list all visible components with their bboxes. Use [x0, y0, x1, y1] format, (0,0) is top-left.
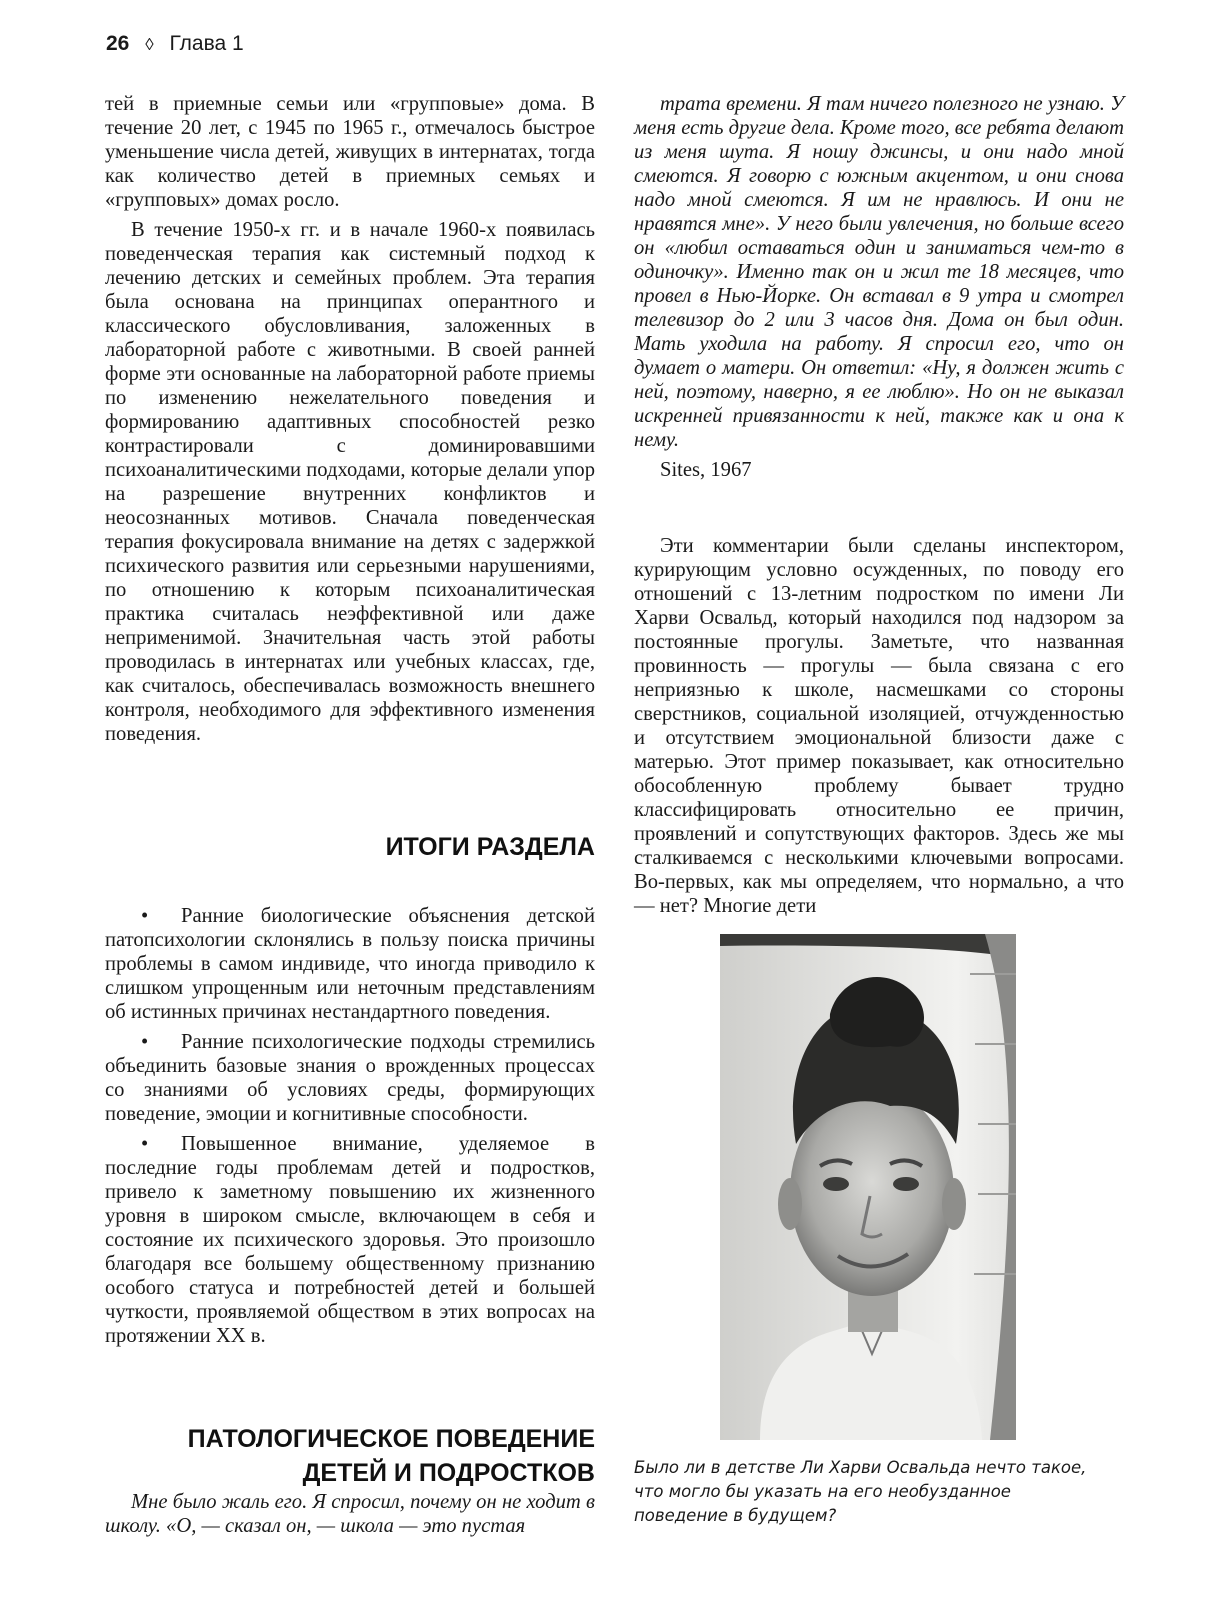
case-quote-start: Мне было жаль его. Я спросил, почему он не ходит в школу. «О, — сказал он, — школа — это пустая [105, 1491, 595, 1537]
body-paragraph: Эти комментарии были сделаны инспектором, курирующим условно осужденных, по поводу его отношений с 13-летним подростком по имени Ли Харви Освальд, который находился под надзором за постоянные прогулы. Заметьте, что названная провинность — прогулы — была связана с его неприязнью к школе, насмешками со стороны сверстников, социальной изоляцией, отчужденностью и отсутствием эмоциональной близости даже с матерью. Этот пример показывает, как относительно обособленную проблему бывает трудно классифицировать относительно ее причин, проявлений и сопутствующих факторов. Здесь же мы сталкиваемся с несколькими ключевыми вопросами. Во-первых, как мы определяем, что нормально, а что — нет? Многие дети [634, 535, 1124, 917]
section-heading-pathology [105, 1422, 595, 1490]
bullet-icon: • [141, 905, 149, 927]
bullet-icon: • [141, 1133, 149, 1155]
bullet-text: Повышенное внимание, уделяемое в последние годы проблемам детей и подростков, привело к заметному повышению их жизненного уровня в широком смысле, включающем в себя и состояние их психического здоровья. Это произошло благодаря все большему общественному признанию особого статуса и потребностей детей и большей чуткости, проявляемой обществом в этих вопросах на протяжении XX в. [105, 1133, 595, 1347]
bullet-text: Ранние биологические объяснения детской патопсихологии склонялись в пользу поиска причины проблемы в самом индивиде, что иногда приводило к слишком упрощенным или неточным представлениям об истинных причинах нестандартного поведения. [105, 905, 595, 1023]
bullet-icon: • [141, 1031, 149, 1053]
body-paragraph: тей в приемные семьи или «групповые» дома. В течение 20 лет, с 1945 по 1965 г., отмечалось быстрое уменьшение числа детей, живущих в интернатах, тогда как количество детей в приемных семьях и «групповых» домах росло. [105, 93, 595, 211]
right-column [634, 92, 1124, 1528]
section-heading-line: ДЕТЕЙ И ПОДРОСТКОВ [302, 1459, 595, 1487]
quote-citation: Sites, 1967 [660, 459, 752, 481]
running-header [106, 32, 244, 56]
summary-bullet-item [105, 1030, 595, 1126]
section-heading-line: ПАТОЛОГИЧЕСКОЕ ПОВЕДЕНИЕ [187, 1425, 595, 1453]
page-number: 26 [106, 32, 130, 55]
diamond-separator-icon: ◊ [145, 35, 154, 54]
left-column [105, 92, 595, 1538]
photo-caption: Было ли в детстве Ли Харви Освальда нечто такое, что могло бы указать на его необузданное поведение в будущем? [634, 1458, 1087, 1525]
section-heading-summary: ИТОГИ РАЗДЕЛА [385, 833, 595, 861]
case-quote-continuation: трата времени. Я там ничего полезного не узнаю. У меня есть другие дела. Кроме того, все ребята делают из меня шута. Я ношу джинсы, и они надо мной смеются. Я говорю с южным акцентом, и они снова надо мной смеются. Я им не нравлюсь. И они не нравятся мне». У него были увлечения, но больше всего он «любил оставаться один и заниматься чем-то в одиночку». Именно так он и жил те 18 месяцев, что провел в Нью-Йорке. Он вставал в 9 утра и смотрел телевизор до 2 или 3 часов дня. Дома он был один. Мать уходила на работу. Я спросил его, что он думает о матери. Он ответил: «Ну, я должен жить с ней, поэтому, наверно, я ее люблю». Но он не выказал искренней привязанности к ней, также как и она к нему. [634, 93, 1124, 451]
summary-bullet-item [105, 1132, 595, 1348]
chapter-title: Глава 1 [169, 32, 244, 55]
summary-bullet-list [105, 904, 595, 1348]
body-paragraph: В течение 1950-х гг. и в начале 1960-х появилась поведенческая терапия как системный подход к лечению детских и семейных проблем. Эта терапия была основана на принципах оперантного и классического обусловливания, заложенных в лабораторной работе с животными. В своей ранней форме эти основанные на лабораторной работе приемы по изменению нежелательного поведения и формированию адаптивных способностей резко контрастировали с доминировавшими психоаналитическими подходами, которые делали упор на разрешение внутренних конфликтов и неосознанных мотивов. Сначала поведенческая терапия фокусировала внимание на детях с задержкой психического развития или серьезными нарушениями, по отношению к которым психоаналитическая практика считалась неэффективной или даже неприменимой. Значительная часть этой работы проводилась в интернатах или учебных классах, где, как считалось, обеспечивалась возможность внешнего контроля, необходимого для эффективного изменения поведения. [105, 219, 595, 745]
boy-portrait-photo [720, 934, 1016, 1440]
bullet-text: Ранние психологические подходы стремились объединить базовые знания о врожденных процессах со знаниями об условиях среды, формирующих поведение, эмоции и когнитивные способности. [105, 1031, 595, 1125]
summary-bullet-item [105, 904, 595, 1024]
